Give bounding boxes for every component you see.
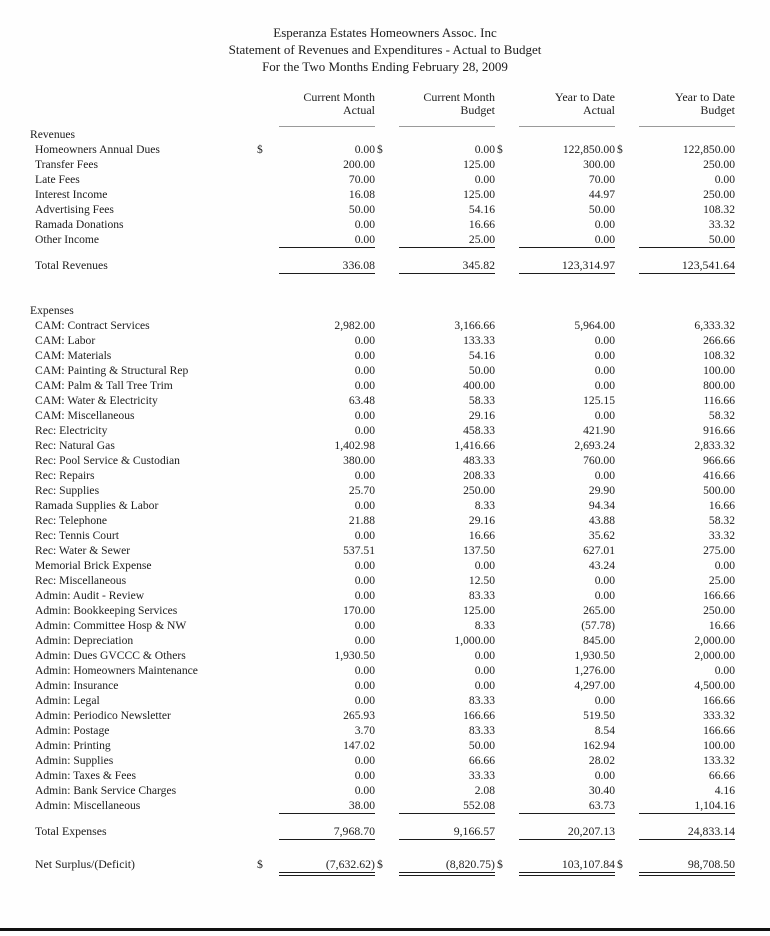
line-item-value: 16.66 bbox=[468, 218, 495, 231]
line-item-value: 300.00 bbox=[583, 158, 615, 171]
column-headers bbox=[30, 91, 735, 117]
line-item-row bbox=[30, 528, 735, 543]
line-item-value: 250.00 bbox=[703, 188, 735, 201]
column-header-line1: Current Month bbox=[303, 90, 375, 104]
line-item-row bbox=[30, 753, 735, 768]
statement-body bbox=[30, 127, 735, 874]
line-item-row bbox=[30, 453, 735, 468]
line-item-value: 0.00 bbox=[594, 574, 615, 587]
line-item-value: 58.32 bbox=[708, 514, 735, 527]
line-item-label: Admin: Legal bbox=[35, 694, 100, 707]
line-item-row bbox=[30, 633, 735, 648]
column-header bbox=[495, 91, 615, 117]
line-item-label: Admin: Postage bbox=[35, 724, 110, 737]
line-item-value: 1,930.50 bbox=[574, 649, 615, 662]
line-item-row bbox=[30, 588, 735, 603]
line-item-value: 8.54 bbox=[594, 724, 615, 737]
line-item-value: 0.00 bbox=[354, 529, 375, 542]
line-item-value: 166.66 bbox=[463, 709, 495, 722]
line-item-row bbox=[30, 708, 735, 723]
line-item-row bbox=[30, 438, 735, 453]
line-item-row bbox=[30, 378, 735, 393]
line-item-value: 1,104.16 bbox=[639, 798, 735, 814]
line-item-value: 0.00 bbox=[354, 379, 375, 392]
line-item-row bbox=[30, 603, 735, 618]
line-item-value: 250.00 bbox=[463, 484, 495, 497]
line-item-value: 0.00 bbox=[714, 664, 735, 677]
line-item-value: 916.66 bbox=[703, 424, 735, 437]
line-item-value: 30.40 bbox=[588, 784, 615, 797]
line-item-value: 50.00 bbox=[348, 203, 375, 216]
line-item-row bbox=[30, 348, 735, 363]
line-item-row bbox=[30, 693, 735, 708]
line-item-value: 122,850.00 bbox=[682, 143, 735, 156]
line-item-value: 0.00 bbox=[354, 559, 375, 572]
line-item-value: 43.88 bbox=[588, 514, 615, 527]
line-item-row bbox=[30, 663, 735, 678]
line-item-value: 70.00 bbox=[348, 173, 375, 186]
line-item-value: 1,402.98 bbox=[334, 439, 375, 452]
line-item-label: CAM: Contract Services bbox=[35, 319, 150, 332]
line-item-value: 0.00 bbox=[594, 469, 615, 482]
line-item-value: (57.78) bbox=[581, 619, 615, 632]
line-item-value: 3,166.66 bbox=[454, 319, 495, 332]
line-item-value: 265.00 bbox=[583, 604, 615, 617]
dollar-sign: $ bbox=[617, 857, 623, 871]
net-surplus-label: Net Surplus/(Deficit) bbox=[35, 857, 135, 871]
line-item-value: 0.00 bbox=[354, 589, 375, 602]
report-header bbox=[0, 0, 770, 75]
line-item-value: 0.00 bbox=[594, 409, 615, 422]
line-item-value: 58.32 bbox=[708, 409, 735, 422]
line-item-label: Admin: Dues GVCCC & Others bbox=[35, 649, 186, 662]
line-item-value: 116.66 bbox=[703, 394, 735, 407]
line-item-label: CAM: Miscellaneous bbox=[35, 409, 135, 422]
line-item-row bbox=[30, 798, 735, 813]
line-item-value: 537.51 bbox=[343, 544, 375, 557]
line-item-value: 0.00 bbox=[594, 589, 615, 602]
column-header bbox=[255, 91, 375, 117]
line-item-value: 54.16 bbox=[468, 203, 495, 216]
line-item-value: 83.33 bbox=[468, 724, 495, 737]
line-item-value: 0.00 bbox=[594, 769, 615, 782]
line-item-row bbox=[30, 558, 735, 573]
line-item-value: 108.32 bbox=[703, 349, 735, 362]
line-item-row bbox=[30, 187, 735, 202]
line-item-row bbox=[30, 648, 735, 663]
line-item-value: 83.33 bbox=[468, 694, 495, 707]
line-item-value: 16.66 bbox=[708, 619, 735, 632]
line-item-value: 250.00 bbox=[703, 158, 735, 171]
line-item-value: 125.00 bbox=[463, 604, 495, 617]
total-value: 7,968.70 bbox=[279, 824, 375, 840]
total-value: 123,541.64 bbox=[639, 258, 735, 274]
line-item-value: 21.88 bbox=[348, 514, 375, 527]
line-item-value: 147.02 bbox=[343, 739, 375, 752]
line-item-label: Ramada Donations bbox=[35, 218, 124, 231]
line-item-value: 627.01 bbox=[583, 544, 615, 557]
line-item-value: 162.94 bbox=[583, 739, 615, 752]
line-item-value: 16.66 bbox=[708, 499, 735, 512]
line-item-value: 166.66 bbox=[703, 589, 735, 602]
line-item-label: Admin: Printing bbox=[35, 739, 111, 752]
line-item-row bbox=[30, 618, 735, 633]
rule-spacer bbox=[30, 117, 255, 127]
dollar-sign: $ bbox=[257, 143, 263, 156]
line-item-value: 2,833.32 bbox=[694, 439, 735, 452]
line-item-value: 483.33 bbox=[463, 454, 495, 467]
line-item-value: 70.00 bbox=[588, 173, 615, 186]
column-header-line2: Budget bbox=[460, 103, 495, 117]
line-item-value: 2,693.24 bbox=[574, 439, 615, 452]
line-item-value: 137.50 bbox=[463, 544, 495, 557]
column-header bbox=[615, 91, 735, 117]
line-item-value: 0.00 bbox=[354, 364, 375, 377]
net-surplus-value: (7,632.62) bbox=[279, 857, 375, 876]
header-rule bbox=[279, 126, 375, 127]
line-item-label: Interest Income bbox=[35, 188, 108, 201]
line-item-value: 800.00 bbox=[703, 379, 735, 392]
line-item-value: 0.00 bbox=[354, 334, 375, 347]
total-value: 9,166.57 bbox=[399, 824, 495, 840]
financial-statement-table bbox=[30, 91, 735, 874]
line-item-value: 266.66 bbox=[703, 334, 735, 347]
line-item-label: CAM: Palm & Tall Tree Trim bbox=[35, 379, 173, 392]
total-value: 20,207.13 bbox=[519, 824, 615, 840]
line-item-value: 133.33 bbox=[463, 334, 495, 347]
line-item-value: 0.00 bbox=[354, 769, 375, 782]
column-header-line1: Year to Date bbox=[554, 90, 615, 104]
line-item-row bbox=[30, 157, 735, 172]
line-item-value: 16.66 bbox=[468, 529, 495, 542]
line-item-label: CAM: Painting & Structural Rep bbox=[35, 364, 189, 377]
line-item-label: Rec: Electricity bbox=[35, 424, 108, 437]
total-value: 345.82 bbox=[399, 258, 495, 274]
line-item-value: 0.00 bbox=[354, 574, 375, 587]
line-item-label: Rec: Supplies bbox=[35, 484, 100, 497]
line-item-value: 50.00 bbox=[639, 232, 735, 248]
line-item-label: Admin: Periodico Newsletter bbox=[35, 709, 171, 722]
line-item-row bbox=[30, 408, 735, 423]
total-value: 123,314.97 bbox=[519, 258, 615, 274]
line-item-value: 0.00 bbox=[354, 409, 375, 422]
line-item-label: Rec: Pool Service & Custodian bbox=[35, 454, 180, 467]
line-item-row bbox=[30, 423, 735, 438]
line-item-value: 1,930.50 bbox=[334, 649, 375, 662]
line-item-row bbox=[30, 217, 735, 232]
line-item-value: 4,500.00 bbox=[694, 679, 735, 692]
line-item-value: 0.00 bbox=[474, 559, 495, 572]
line-item-value: 29.16 bbox=[468, 514, 495, 527]
line-item-value: 0.00 bbox=[354, 679, 375, 692]
line-item-value: 8.33 bbox=[474, 499, 495, 512]
header-rule bbox=[519, 126, 615, 127]
line-item-label: Rec: Natural Gas bbox=[35, 439, 115, 452]
line-item-value: 0.00 bbox=[474, 143, 495, 156]
line-item-label: Admin: Insurance bbox=[35, 679, 119, 692]
line-item-value: 5,964.00 bbox=[574, 319, 615, 332]
line-item-value: 166.66 bbox=[703, 724, 735, 737]
line-item-value: 28.02 bbox=[588, 754, 615, 767]
line-item-value: 0.00 bbox=[354, 499, 375, 512]
line-item-value: 250.00 bbox=[703, 604, 735, 617]
line-item-label: Other Income bbox=[35, 233, 100, 246]
dollar-sign: $ bbox=[377, 143, 383, 156]
line-item-value: 333.32 bbox=[703, 709, 735, 722]
line-item-value: 38.00 bbox=[279, 798, 375, 814]
line-item-value: 0.00 bbox=[714, 559, 735, 572]
line-item-value: 0.00 bbox=[354, 634, 375, 647]
line-item-value: 2,000.00 bbox=[694, 634, 735, 647]
total-row bbox=[30, 824, 735, 841]
line-item-value: 2.08 bbox=[474, 784, 495, 797]
line-item-label: Rec: Telephone bbox=[35, 514, 108, 527]
line-item-value: 170.00 bbox=[343, 604, 375, 617]
section-title: Expenses bbox=[30, 304, 74, 317]
line-item-label: Rec: Miscellaneous bbox=[35, 574, 127, 587]
column-header-rules bbox=[30, 117, 735, 127]
line-item-row bbox=[30, 172, 735, 187]
line-item-value: 4,297.00 bbox=[574, 679, 615, 692]
line-item-value: 0.00 bbox=[354, 619, 375, 632]
line-item-value: 12.50 bbox=[468, 574, 495, 587]
line-item-value: 0.00 bbox=[474, 679, 495, 692]
line-item-value: 43.24 bbox=[588, 559, 615, 572]
line-item-label: Advertising Fees bbox=[35, 203, 114, 216]
line-item-value: 166.66 bbox=[703, 694, 735, 707]
page-bottom-rule bbox=[0, 928, 770, 931]
line-item-label: CAM: Materials bbox=[35, 349, 112, 362]
net-surplus-value: (8,820.75) bbox=[399, 857, 495, 876]
line-item-value: 33.32 bbox=[708, 218, 735, 231]
line-item-value: 44.97 bbox=[588, 188, 615, 201]
total-value: 336.08 bbox=[279, 258, 375, 274]
column-header-line2: Actual bbox=[583, 103, 615, 117]
line-item-value: 6,333.32 bbox=[694, 319, 735, 332]
line-item-row bbox=[30, 783, 735, 798]
total-value: 24,833.14 bbox=[639, 824, 735, 840]
dollar-sign: $ bbox=[257, 857, 263, 871]
line-item-value: 0.00 bbox=[354, 143, 375, 156]
line-item-value: 0.00 bbox=[354, 218, 375, 231]
line-item-label: CAM: Water & Electricity bbox=[35, 394, 158, 407]
line-item-value: 0.00 bbox=[594, 218, 615, 231]
line-item-label: Late Fees bbox=[35, 173, 80, 186]
line-item-label: Homeowners Annual Dues bbox=[35, 143, 160, 156]
line-item-value: 0.00 bbox=[594, 349, 615, 362]
line-item-label: CAM: Labor bbox=[35, 334, 96, 347]
line-item-value: 421.90 bbox=[583, 424, 615, 437]
section-title: Revenues bbox=[30, 128, 76, 141]
line-item-label: Rec: Water & Sewer bbox=[35, 544, 131, 557]
line-item-value: 35.62 bbox=[588, 529, 615, 542]
line-item-value: 0.00 bbox=[594, 694, 615, 707]
line-item-value: 500.00 bbox=[703, 484, 735, 497]
column-header-line2: Actual bbox=[343, 103, 375, 117]
line-item-value: 63.73 bbox=[519, 798, 615, 814]
line-item-value: 50.00 bbox=[588, 203, 615, 216]
line-item-value: 0.00 bbox=[594, 379, 615, 392]
line-item-value: 94.34 bbox=[588, 499, 615, 512]
line-item-value: 0.00 bbox=[354, 349, 375, 362]
total-label: Total Revenues bbox=[35, 258, 108, 272]
header-rule bbox=[399, 126, 495, 127]
line-item-row bbox=[30, 543, 735, 558]
line-item-label: Rec: Repairs bbox=[35, 469, 95, 482]
line-item-value: 0.00 bbox=[714, 173, 735, 186]
line-item-value: 845.00 bbox=[583, 634, 615, 647]
line-item-value: 25.00 bbox=[399, 232, 495, 248]
header-rule bbox=[639, 126, 735, 127]
line-item-row bbox=[30, 393, 735, 408]
line-item-value: 519.50 bbox=[583, 709, 615, 722]
line-item-value: 125.00 bbox=[463, 188, 495, 201]
line-item-row bbox=[30, 202, 735, 217]
line-item-row bbox=[30, 738, 735, 753]
line-item-row bbox=[30, 513, 735, 528]
line-item-value: 122,850.00 bbox=[562, 143, 615, 156]
report-title: Esperanza Estates Homeowners Assoc. Inc bbox=[273, 25, 497, 40]
line-item-label: Admin: Bookkeeping Services bbox=[35, 604, 178, 617]
column-header-spacer bbox=[30, 91, 255, 117]
section-title-row bbox=[30, 303, 735, 318]
line-item-value: 16.08 bbox=[348, 188, 375, 201]
line-item-label: Admin: Committee Hosp & NW bbox=[35, 619, 187, 632]
line-item-value: 2,982.00 bbox=[334, 319, 375, 332]
line-item-value: 200.00 bbox=[343, 158, 375, 171]
line-item-value: 1,276.00 bbox=[574, 664, 615, 677]
line-item-value: 108.32 bbox=[703, 203, 735, 216]
line-item-row bbox=[30, 483, 735, 498]
line-item-label: Ramada Supplies & Labor bbox=[35, 499, 159, 512]
line-item-value: 83.33 bbox=[468, 589, 495, 602]
line-item-row bbox=[30, 678, 735, 693]
line-item-label: Admin: Taxes & Fees bbox=[35, 769, 137, 782]
line-item-label: Transfer Fees bbox=[35, 158, 99, 171]
line-item-value: 66.66 bbox=[468, 754, 495, 767]
line-item-label: Admin: Homeowners Maintenance bbox=[35, 664, 198, 677]
line-item-value: 265.93 bbox=[343, 709, 375, 722]
dollar-sign: $ bbox=[377, 857, 383, 871]
line-item-value: 25.00 bbox=[708, 574, 735, 587]
line-item-value: 416.66 bbox=[703, 469, 735, 482]
line-item-value: 25.70 bbox=[348, 484, 375, 497]
line-item-row bbox=[30, 363, 735, 378]
dollar-sign: $ bbox=[497, 857, 503, 871]
line-item-row bbox=[30, 498, 735, 513]
line-item-value: 0.00 bbox=[594, 334, 615, 347]
dollar-sign: $ bbox=[497, 143, 503, 156]
report-period: For the Two Months Ending February 28, 2009 bbox=[262, 59, 508, 74]
line-item-value: 552.08 bbox=[399, 798, 495, 814]
report-subtitle: Statement of Revenues and Expenditures - Actual to Budget bbox=[228, 42, 542, 57]
line-item-value: 33.33 bbox=[468, 769, 495, 782]
line-item-value: 275.00 bbox=[703, 544, 735, 557]
line-item-value: 0.00 bbox=[474, 649, 495, 662]
line-item-value: 125.15 bbox=[583, 394, 615, 407]
line-item-value: 54.16 bbox=[468, 349, 495, 362]
dollar-sign: $ bbox=[617, 143, 623, 156]
line-item-value: 33.32 bbox=[708, 529, 735, 542]
section-title-row bbox=[30, 127, 735, 142]
line-item-value: 29.90 bbox=[588, 484, 615, 497]
line-item-label: Rec: Tennis Court bbox=[35, 529, 119, 542]
line-item-value: 400.00 bbox=[463, 379, 495, 392]
line-item-value: 1,416.66 bbox=[454, 439, 495, 452]
line-item-value: 29.16 bbox=[468, 409, 495, 422]
line-item-row bbox=[30, 768, 735, 783]
line-item-label: Admin: Miscellaneous bbox=[35, 799, 141, 812]
line-item-label: Admin: Bank Service Charges bbox=[35, 784, 177, 797]
line-item-row bbox=[30, 142, 735, 157]
line-item-value: 50.00 bbox=[468, 739, 495, 752]
line-item-value: 0.00 bbox=[354, 754, 375, 767]
line-item-value: 58.33 bbox=[468, 394, 495, 407]
line-item-value: 0.00 bbox=[354, 694, 375, 707]
line-item-value: 458.33 bbox=[463, 424, 495, 437]
net-surplus-value: 98,708.50 bbox=[639, 857, 735, 876]
column-header-line1: Current Month bbox=[423, 90, 495, 104]
line-item-value: 0.00 bbox=[519, 232, 615, 248]
column-header-line2: Budget bbox=[700, 103, 735, 117]
line-item-label: Admin: Supplies bbox=[35, 754, 114, 767]
line-item-label: Admin: Depreciation bbox=[35, 634, 134, 647]
line-item-value: 966.66 bbox=[703, 454, 735, 467]
line-item-value: 0.00 bbox=[474, 173, 495, 186]
line-item-value: 2,000.00 bbox=[694, 649, 735, 662]
line-item-row bbox=[30, 333, 735, 348]
line-item-value: 0.00 bbox=[354, 784, 375, 797]
line-item-value: 208.33 bbox=[463, 469, 495, 482]
column-header bbox=[375, 91, 495, 117]
net-surplus-value: 103,107.84 bbox=[519, 857, 615, 876]
line-item-value: 100.00 bbox=[703, 739, 735, 752]
line-item-value: 125.00 bbox=[463, 158, 495, 171]
line-item-value: 8.33 bbox=[474, 619, 495, 632]
line-item-value: 1,000.00 bbox=[454, 634, 495, 647]
line-item-value: 4.16 bbox=[714, 784, 735, 797]
net-surplus-row bbox=[30, 857, 735, 874]
line-item-row bbox=[30, 723, 735, 738]
line-item-value: 0.00 bbox=[354, 469, 375, 482]
line-item-value: 63.48 bbox=[348, 394, 375, 407]
line-item-row bbox=[30, 468, 735, 483]
line-item-value: 133.32 bbox=[703, 754, 735, 767]
line-item-value: 3.70 bbox=[354, 724, 375, 737]
line-item-value: 0.00 bbox=[279, 232, 375, 248]
line-item-row bbox=[30, 232, 735, 247]
line-item-row bbox=[30, 318, 735, 333]
line-item-row bbox=[30, 573, 735, 588]
section-gap bbox=[30, 275, 735, 303]
line-item-value: 50.00 bbox=[468, 364, 495, 377]
line-item-value: 0.00 bbox=[354, 424, 375, 437]
column-header-line1: Year to Date bbox=[674, 90, 735, 104]
line-item-value: 0.00 bbox=[474, 664, 495, 677]
line-item-value: 66.66 bbox=[708, 769, 735, 782]
line-item-value: 760.00 bbox=[583, 454, 615, 467]
total-label: Total Expenses bbox=[35, 824, 107, 838]
total-row bbox=[30, 258, 735, 275]
line-item-value: 380.00 bbox=[343, 454, 375, 467]
line-item-value: 100.00 bbox=[703, 364, 735, 377]
line-item-value: 0.00 bbox=[354, 664, 375, 677]
line-item-label: Admin: Audit - Review bbox=[35, 589, 145, 602]
line-item-value: 0.00 bbox=[594, 364, 615, 377]
line-item-label: Memorial Brick Expense bbox=[35, 559, 152, 572]
